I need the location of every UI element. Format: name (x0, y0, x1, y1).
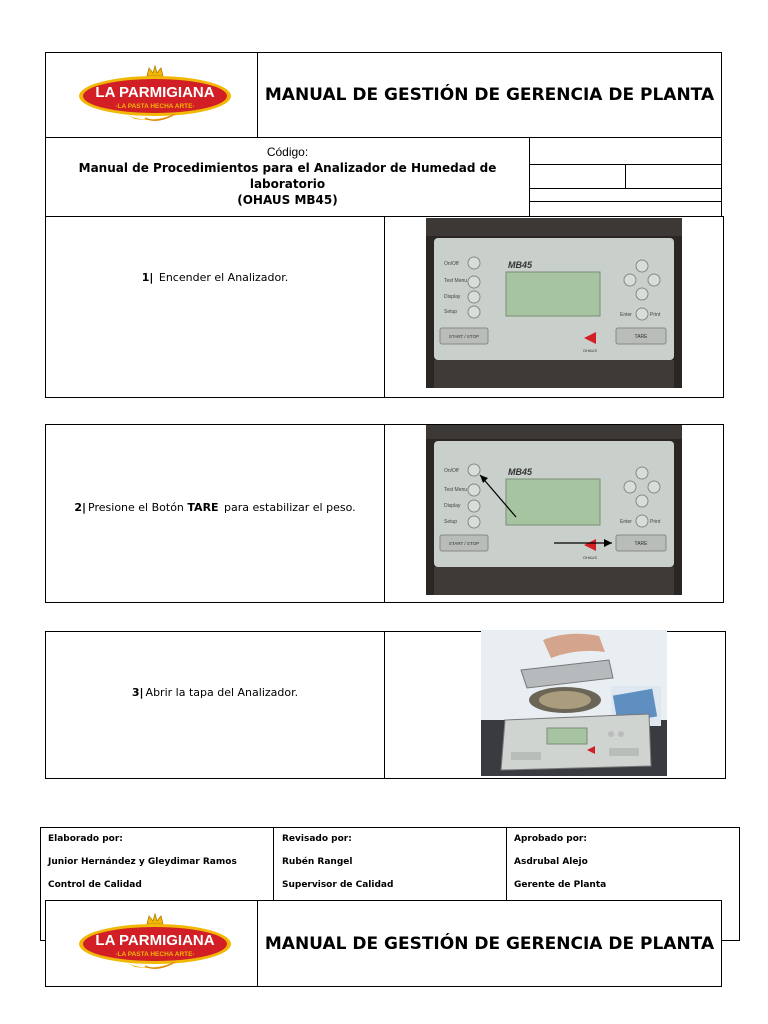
svg-text:Print: Print (650, 312, 661, 318)
svg-text:Test Menu: Test Menu (444, 278, 468, 284)
elaborado-label: Elaborado por: (48, 834, 123, 844)
logo-tagline: ·LA PASTA HECHA ARTE· (115, 951, 195, 958)
footer-aprobado (514, 833, 736, 902)
svg-text:On/Off: On/Off (444, 468, 459, 474)
aprobado-name: Asdrubal Alejo (514, 857, 588, 867)
footer-revisado (282, 833, 504, 902)
meta-cell-3 (529, 188, 722, 202)
svg-text:On/Off: On/Off (444, 261, 459, 267)
analyzer-photo-3 (481, 630, 667, 776)
revisado-label: Revisado por: (282, 834, 352, 844)
analyzer-photo-2 (426, 425, 682, 595)
svg-text:Setup: Setup (444, 309, 458, 315)
svg-text:Enter: Enter (620, 312, 632, 318)
company-logo (75, 64, 235, 126)
footer-col-divider-1 (273, 827, 274, 902)
footer-title-cell (257, 900, 722, 987)
svg-text:Print: Print (650, 519, 661, 525)
step-number: 2| (74, 501, 87, 514)
footer-elaborado (48, 833, 270, 902)
doc-title-line1: Manual de Procedimientos para el Analizador de Humedad de laboratorio (78, 161, 497, 191)
svg-text:MB45: MB45 (508, 260, 533, 270)
footer-col-divider-2 (506, 827, 507, 902)
crown-icon (147, 914, 163, 924)
elaborado-role: Control de Calidad (48, 880, 142, 890)
svg-text:Test Menu: Test Menu (444, 487, 468, 493)
code-label: Código: (266, 145, 309, 159)
revisado-name: Rubén Rangel (282, 857, 353, 867)
step-2-text: 2| Presione el Botón TARE para estabilizar el peso. (74, 501, 356, 514)
revisado-role: Supervisor de Calidad (282, 880, 394, 890)
logo-tagline: ·LA PASTA HECHA ARTE· (115, 103, 195, 110)
aprobado-role: Gerente de Planta (514, 880, 607, 890)
svg-text:Display: Display (444, 294, 461, 300)
svg-text:START / STOP: START / STOP (448, 541, 480, 546)
step-3-text: 3| Abrir la tapa del Analizador. (131, 685, 299, 699)
svg-text:OHAUS: OHAUS (582, 555, 598, 560)
svg-text:OHAUS: OHAUS (582, 348, 598, 353)
footer-page-title: MANUAL DE GESTIÓN DE GERENCIA DE PLANTA (264, 933, 715, 954)
svg-text:Display: Display (444, 503, 461, 509)
doc-title-line2: (OHAUS MB45) (237, 193, 338, 207)
header-title-cell (257, 52, 722, 138)
svg-text:START / STOP: START / STOP (448, 334, 480, 339)
svg-text:MB45: MB45 (508, 467, 533, 477)
aprobado-label: Aprobado por: (514, 834, 587, 844)
step-1-text: 1| Encender el Analizador. (141, 270, 289, 284)
step-number: 3| (131, 685, 144, 699)
company-logo (75, 912, 235, 974)
elaborado-name: Junior Hernández y Gleydimar Ramos (48, 857, 237, 867)
doc-code-cell (45, 137, 530, 217)
page-title: MANUAL DE GESTIÓN DE GERENCIA DE PLANTA (264, 85, 715, 105)
meta-cell-2a (529, 164, 626, 189)
svg-text:TARE: TARE (634, 334, 648, 340)
analyzer-photo-1 (426, 218, 682, 388)
svg-text:Setup: Setup (444, 519, 458, 525)
meta-cell-4 (529, 201, 722, 217)
svg-text:TARE: TARE (634, 541, 648, 547)
step-number: 1| (141, 270, 154, 284)
meta-cell-1 (529, 137, 722, 165)
logo-brand: LA PARMIGIANA (95, 932, 215, 949)
crown-icon (147, 66, 163, 76)
meta-cell-2b (625, 164, 722, 189)
logo-brand: LA PARMIGIANA (95, 84, 215, 101)
svg-text:Enter: Enter (620, 519, 632, 525)
